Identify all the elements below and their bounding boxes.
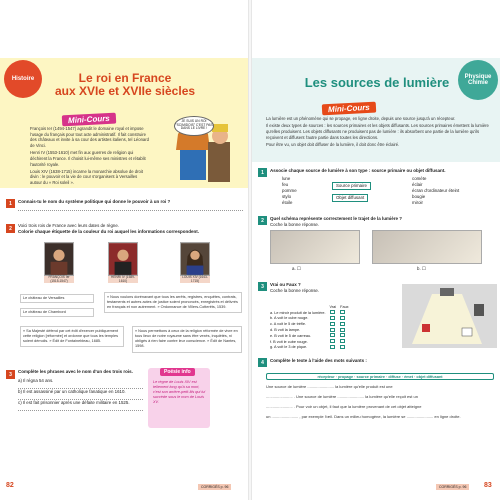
exercise-number: 2	[258, 216, 267, 225]
cours-text-right	[266, 116, 491, 149]
corriges-reference[interactable]: CORRIGÉS p. 96	[436, 484, 469, 490]
label-versailles[interactable]: Le château de Versailles	[20, 294, 94, 303]
col-header: Faux	[340, 305, 349, 310]
exercise-3	[18, 369, 143, 411]
checkbox-faux[interactable]	[340, 322, 345, 326]
exercise-2-question	[18, 223, 243, 235]
vf-statement: f. B voit le cube rouge.	[270, 339, 308, 344]
right-page	[252, 0, 500, 500]
fill-line[interactable]: ........................ . Une source de lumière ........................ la lumière qu'elle reçoit est un	[266, 394, 418, 399]
answer-line[interactable]	[18, 406, 143, 411]
quote-fontainebleau[interactable]: « Sa Majesté défend par cet édit d'exercer publiquement cette religion [réformée] et ordonne que tous les temples soient démolis. » Édit de Fontainebleau, 1685.	[20, 326, 124, 347]
checkbox-vrai[interactable]	[330, 316, 335, 320]
page-title-right: Les sources de lumière	[304, 75, 450, 90]
exercise-3-instruction: Coche la bonne réponse.	[270, 288, 320, 294]
checkbox-faux[interactable]	[340, 310, 345, 314]
minicours-tag: Mini-Cours	[62, 113, 116, 127]
info-box-text: Le règne de Louis XIV est tellement long qu'à sa mort, c'est son arrière-petit-fils qui lui succède sous le nom de Louis XV.	[153, 380, 206, 404]
exercise-number: 3	[6, 370, 15, 379]
exercise-3-item: a) Il régna 54 ans.	[18, 378, 54, 384]
exercise-4-question: Complète le texte à l'aide des mots suivants :	[270, 358, 367, 363]
king-label[interactable]: LOUIS XIV (1643-1715)	[180, 276, 210, 283]
exercise-3-question: Complète les phrases avec le nom d'un des trois rois.	[18, 369, 133, 374]
cours-text-left	[30, 126, 150, 187]
vf-statement: a. Le miroir produit de la lumière.	[270, 310, 326, 315]
source-item[interactable]: miroir	[412, 199, 423, 205]
checkbox-vrai[interactable]	[330, 333, 335, 337]
source-item[interactable]: stylo	[282, 193, 292, 199]
option-b[interactable]: b. ☐	[417, 266, 426, 271]
fill-line[interactable]: un ........................ , par exemple l'œil. Dans un milieu homogène, la lumière se ........................ en ligne droite.	[266, 414, 461, 419]
exercise-3-item: b) Il est assassiné par un catholique fanatique en 1610.	[18, 389, 126, 394]
exercise-2-instruction: Coche la bonne réponse.	[270, 222, 320, 228]
vf-statement: g. A voit le 3 de pique.	[270, 345, 308, 350]
exercise-3	[270, 282, 370, 294]
option-a[interactable]: a. ☐	[292, 266, 301, 271]
exercise-3-question: Vrai ou Faux ?	[270, 282, 301, 287]
source-item[interactable]: étoile	[282, 199, 293, 205]
title-line2: aux XVIe et XVIIe siècles	[54, 83, 196, 98]
true-false-table	[268, 305, 351, 350]
exercise-number: 4	[258, 358, 267, 367]
vf-statement: d. B voit la lampe.	[270, 328, 301, 333]
cours-paragraph: Louis XIV (1638-1715) incarne la monarchie absolue de droit divin : le pouvoir et la vie de cour s'organisent à Versailles autour du « Roi soleil ».	[30, 168, 143, 186]
exercise-3-item: c) Il est fait prisonnier après une défaite militaire en 1525.	[18, 399, 130, 405]
type-objet-diffusant[interactable]: Objet diffusant	[332, 194, 368, 202]
source-item[interactable]: pomme	[282, 187, 297, 193]
vf-statement: e. B voit le 5 de carreau.	[270, 333, 312, 338]
title-line1: Le roi en France	[78, 71, 172, 85]
vf-statement: b. A voit le cube rouge.	[270, 316, 309, 321]
speech-bubble: JE SUIS UN ROI "SCIMIDOIS" C'EST PAS DANS LE LIVRE !	[174, 116, 214, 136]
checkbox-vrai[interactable]	[330, 328, 335, 332]
history-badge: Histoire	[4, 60, 42, 98]
cours-paragraph: François Ier (1494-1547) agrandit le domaine royal et impose l'usage du français pour tout acte administratif. Il fait construire des châteaux et invite à sa cour des artistes italiens, tel Léonard de Vinci.	[30, 126, 149, 149]
checkbox-vrai[interactable]	[330, 310, 335, 314]
light-diagram	[402, 284, 497, 348]
source-item[interactable]: comète	[412, 176, 427, 181]
checkbox-faux[interactable]	[340, 345, 345, 349]
fill-line[interactable]: ........................ . Pour voir un objet, il faut que la lumière provenant de cet objet atteigne	[266, 404, 422, 409]
checkbox-vrai[interactable]	[330, 322, 335, 326]
minicours-tag: Mini-Cours	[322, 102, 376, 116]
source-item[interactable]: feu	[282, 181, 289, 187]
vf-statement: c. A voit le 5 de trèfle.	[270, 322, 307, 327]
col-header: Vrai	[329, 305, 337, 310]
portrait-henri-4	[108, 242, 138, 276]
source-item[interactable]: écran d'ordinateur éteint	[412, 187, 460, 193]
exercise-2-question: Quel schéma représente correctement le trajet de la lumière ?	[270, 216, 403, 221]
info-box-title: Poésie info	[160, 368, 195, 376]
left-page	[0, 0, 248, 500]
page-number-left: 82	[6, 482, 14, 489]
page-number-right: 83	[484, 482, 492, 489]
exercise-number: 1	[6, 199, 15, 208]
exercise-1-question: Associe chaque source de lumière à son type : source primaire ou objet diffusant.	[270, 168, 446, 173]
checkbox-faux[interactable]	[340, 328, 345, 332]
physics-badge: Physique Chimie	[458, 60, 498, 100]
quote-nantes[interactable]: « Nous permettons à ceux de la religion réformée de vivre en tous lieux de notre royaume sans être vexés, inquiétés, ni obligés à rien faire contre leur conscience. » Édit de Nantes, 1598.	[132, 326, 242, 353]
cours-paragraph: Il existe deux types de sources : les sources primaires et les objets diffusants. Les sources primaires émettent la lumière qu'elles produisent. Les objets diffusants ne produisent pas de lumière : ils absorbent une partie de la lumière qu'ils reçoivent et diffusent l'autre partie dans toutes les directions.	[266, 123, 489, 140]
diagram-a	[270, 230, 360, 264]
exercise-2-instruction: Colorie chaque étiquette de la couleur du roi auquel les informations correspondent.	[18, 228, 200, 234]
checkbox-faux[interactable]	[340, 333, 345, 337]
exercise-2	[270, 216, 495, 228]
king-label[interactable]: HENRI IV (1589-1610)	[108, 276, 138, 283]
page-title-left	[50, 72, 200, 97]
exercise-2-intro: Voici trois rois de France avec leurs dates de règne.	[18, 223, 120, 228]
exercise-number: 2	[6, 224, 15, 233]
source-item[interactable]: éclair	[412, 181, 423, 187]
checkbox-faux[interactable]	[340, 316, 345, 320]
portrait-louis-14	[180, 242, 210, 276]
portrait-francois-1	[44, 242, 74, 276]
corriges-reference[interactable]: CORRIGÉS p. 96	[198, 484, 231, 490]
source-list-left	[282, 176, 312, 206]
type-source-primaire[interactable]: Source primaire	[332, 182, 371, 190]
source-item[interactable]: lune	[282, 176, 291, 181]
cours-paragraph: Pour être vu, un objet doit diffuser de la lumière, il doit donc être éclairé.	[266, 141, 400, 147]
exercise-number: 3	[258, 282, 267, 291]
king-label[interactable]: FRANÇOIS Ier (1515-1547)	[44, 276, 74, 283]
source-list-right	[412, 176, 492, 206]
diagram-b	[372, 230, 482, 264]
checkbox-vrai[interactable]	[330, 339, 335, 343]
checkbox-vrai[interactable]	[330, 345, 335, 349]
answer-line[interactable]	[18, 206, 243, 211]
exercise-number: 1	[258, 168, 267, 177]
quote-villers-cotterets[interactable]: « Nous voulons dorénavant que tous les arrêts, registres, enquêtes, contrats, testaments et autres actes de justice soient prononcés, enregistrés et délivrés en français et non autrement. » Ordonnance de Villers-Cotterêts, 1539.	[104, 292, 242, 313]
label-chambord[interactable]: Le château de Chambord	[20, 308, 94, 317]
source-item[interactable]: bougie	[412, 193, 426, 199]
exercise-1-question: Connais-tu le nom du système politique qui donne le pouvoir à un roi ?	[18, 199, 171, 204]
word-bank: récepteur · propage · source primaire · diffuse · émet · objet diffusant	[266, 373, 494, 380]
fill-line[interactable]: Une source de lumière ........................ la lumière qu'elle produit est une	[266, 384, 393, 389]
cours-paragraph: Henri IV (1553-1610) met fin aux guerres de religion qui déchirent la France. Il choisit lui-même ses ministres et rétablit l'autorité royale.	[30, 150, 146, 167]
checkbox-faux[interactable]	[340, 339, 345, 343]
cours-paragraph: La lumière est un phénomène qui se propage, en ligne droite, depuis une source jusqu'à un récepteur.	[266, 116, 456, 121]
